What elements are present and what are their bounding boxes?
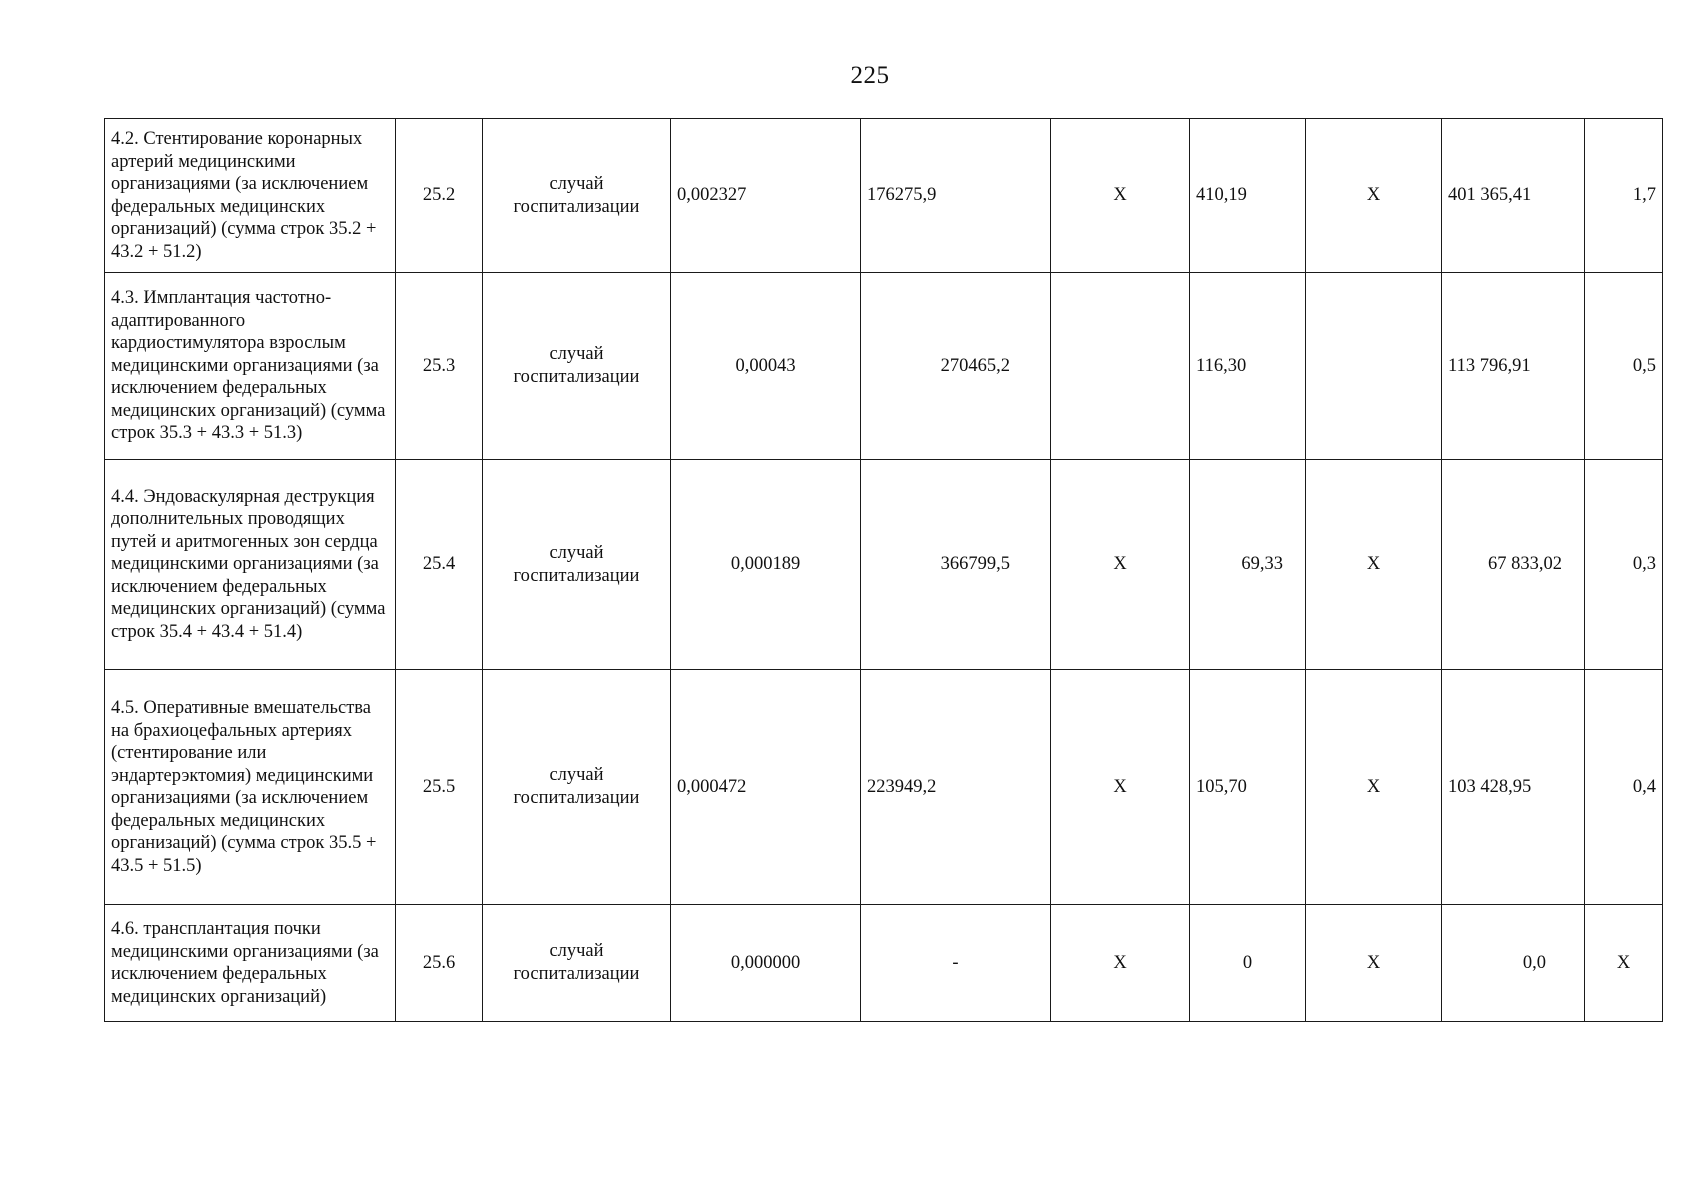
page-number: 225 — [850, 62, 890, 89]
row-x2-cell — [1306, 273, 1442, 460]
row-per-capita-cell: 116,30 — [1190, 273, 1306, 460]
row-cost-cell: 366799,5 — [861, 460, 1051, 670]
row-x2-cell: X — [1306, 905, 1442, 1022]
row-code-cell: 25.5 — [396, 670, 483, 905]
row-name-cell: 4.4. Эндоваскулярная деструкция дополнительных проводящих путей и аритмогенных зон сердца медицинскими организациями (за исключением федеральных медицинских организаций) (сумма строк 35.4 + 43.4 + 51.4) — [105, 460, 396, 670]
row-cost-cell: 176275,9 — [861, 119, 1051, 273]
row-x2-cell: X — [1306, 119, 1442, 273]
row-per-capita-cell: 410,19 — [1190, 119, 1306, 273]
medical-care-table — [104, 118, 1663, 1022]
row-percent-cell: 0,4 — [1585, 670, 1663, 905]
row-name-cell: 4.5. Оперативные вмешательства на брахиоцефальных артериях (стентирование или эндартерэктомия) медицинскими организациями (за исключением федеральных медицинских организаций) (сумма строк 35.5 + 43.5 + 51.5) — [105, 670, 396, 905]
row-volume-cell: 0,000189 — [671, 460, 861, 670]
row-name-cell: 4.3. Имплантация частотно-адаптированного кардиостимулятора взрослым медицинскими организациями (за исключением федеральных медицинских организаций) (сумма строк 35.3 + 43.3 + 51.3) — [105, 273, 396, 460]
row-name-cell: 4.6. трансплантация почки медицинскими организациями (за исключением федеральных медицинских организаций) — [105, 905, 396, 1022]
row-percent-cell: 0,5 — [1585, 273, 1663, 460]
row-percent-cell: 1,7 — [1585, 119, 1663, 273]
row-code-cell: 25.6 — [396, 905, 483, 1022]
row-x1-cell: X — [1051, 670, 1190, 905]
table-row — [105, 670, 1663, 905]
row-volume-cell: 0,00043 — [671, 273, 861, 460]
row-per-capita-cell: 105,70 — [1190, 670, 1306, 905]
row-volume-cell: 0,000472 — [671, 670, 861, 905]
row-total-cell: 0,0 — [1442, 905, 1585, 1022]
row-name-cell: 4.2. Стентирование коронарных артерий медицинскими организациями (за исключением федеральных медицинских организаций) (сумма строк 35.2 + 43.2 + 51.2) — [105, 119, 396, 273]
row-total-cell: 67 833,02 — [1442, 460, 1585, 670]
row-x1-cell: X — [1051, 460, 1190, 670]
table-row — [105, 273, 1663, 460]
row-x1-cell: X — [1051, 119, 1190, 273]
table-row — [105, 460, 1663, 670]
row-cost-cell: 223949,2 — [861, 670, 1051, 905]
row-code-cell: 25.4 — [396, 460, 483, 670]
row-unit-cell: случай госпитализации — [483, 119, 671, 273]
row-unit-cell: случай госпитализации — [483, 460, 671, 670]
row-total-cell: 113 796,91 — [1442, 273, 1585, 460]
row-code-cell: 25.3 — [396, 273, 483, 460]
row-percent-cell: 0,3 — [1585, 460, 1663, 670]
row-per-capita-cell: 69,33 — [1190, 460, 1306, 670]
row-x2-cell: X — [1306, 670, 1442, 905]
row-cost-cell: 270465,2 — [861, 273, 1051, 460]
row-total-cell: 401 365,41 — [1442, 119, 1585, 273]
row-x2-cell: X — [1306, 460, 1442, 670]
table-row — [105, 119, 1663, 273]
row-code-cell: 25.2 — [396, 119, 483, 273]
row-unit-cell: случай госпитализации — [483, 273, 671, 460]
row-unit-cell: случай госпитализации — [483, 905, 671, 1022]
table-row — [105, 905, 1663, 1022]
row-x1-cell — [1051, 273, 1190, 460]
row-cost-cell: - — [861, 905, 1051, 1022]
row-volume-cell: 0,002327 — [671, 119, 861, 273]
row-per-capita-cell: 0 — [1190, 905, 1306, 1022]
row-unit-cell: случай госпитализации — [483, 670, 671, 905]
row-percent-cell: X — [1585, 905, 1663, 1022]
row-volume-cell: 0,000000 — [671, 905, 861, 1022]
row-x1-cell: X — [1051, 905, 1190, 1022]
row-total-cell: 103 428,95 — [1442, 670, 1585, 905]
